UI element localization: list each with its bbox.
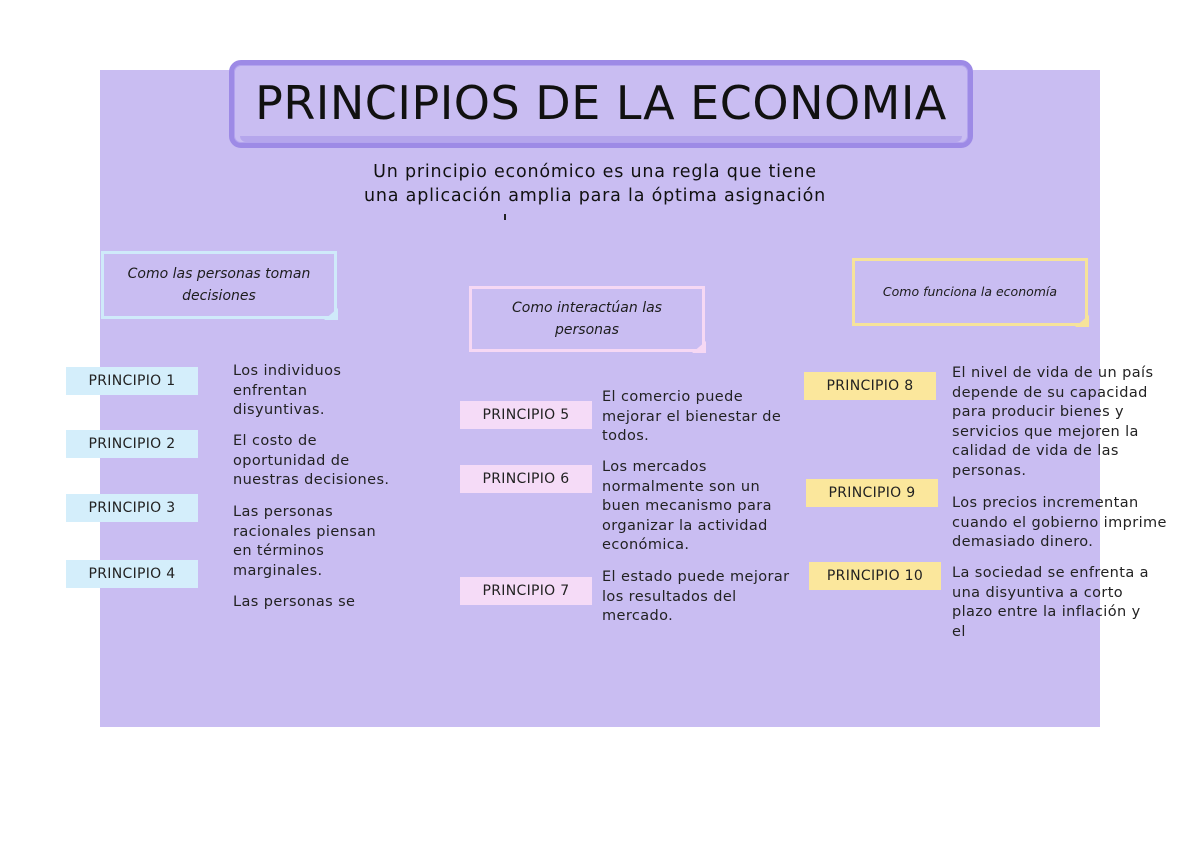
group-note-line-2: personas bbox=[555, 322, 619, 338]
principle-text-8: El nivel de vida de un país depende de su capacidad para producir bienes y servicios que mejoren la calidad de vida de las personas. bbox=[952, 365, 1154, 479]
group-note-line-1: Como las personas toman bbox=[127, 266, 311, 282]
title-box bbox=[229, 60, 973, 148]
principle-badge-6: PRINCIPIO 6 bbox=[460, 465, 592, 493]
principle-text-9: Los precios incrementan cuando el gobierno imprime demasiado dinero. bbox=[952, 495, 1167, 551]
principle-text-6: Los mercados normalmente son un buen mecanismo para organizar la actividad económica. bbox=[602, 459, 772, 554]
group-note-interactuan bbox=[469, 286, 705, 352]
principle-badge-9: PRINCIPIO 9 bbox=[806, 479, 938, 507]
principle-badge-5: PRINCIPIO 5 bbox=[460, 401, 592, 429]
note-fold-corner bbox=[324, 308, 338, 320]
principle-text-5: El comercio puede mejorar el bienestar de todos. bbox=[602, 389, 782, 445]
note-fold-corner bbox=[692, 341, 706, 353]
group-note-line-1: Como funciona la economía bbox=[882, 284, 1058, 299]
note-fold-corner bbox=[1075, 315, 1089, 327]
principle-badge-8: PRINCIPIO 8 bbox=[804, 372, 936, 400]
definition-line-2: una aplicación amplia para la óptima asignación bbox=[364, 186, 826, 206]
definition-line-1: Un principio económico es una regla que tiene bbox=[373, 162, 817, 182]
group-note-line-1: Como interactúan las bbox=[512, 300, 662, 316]
principle-badge-10: PRINCIPIO 10 bbox=[809, 562, 941, 590]
principle-text-3: Las personas racionales piensan en términos marginales. bbox=[233, 504, 377, 579]
group-note-economia bbox=[852, 258, 1088, 326]
group-note-decisiones bbox=[101, 251, 337, 319]
principle-badge-1: PRINCIPIO 1 bbox=[66, 367, 198, 395]
definition-text bbox=[340, 160, 850, 208]
page-title: PRINCIPIOS DE LA ECONOMIA bbox=[255, 76, 947, 130]
principle-text-4: Las personas se bbox=[233, 594, 356, 610]
principle-badge-7: PRINCIPIO 7 bbox=[460, 577, 592, 605]
principle-text-7: El estado puede mejorar los resultados del mercado. bbox=[602, 569, 790, 625]
principle-text-2: El costo de oportunidad de nuestras decisiones. bbox=[233, 433, 390, 489]
principle-text-10: La sociedad se enfrenta a una disyuntiva a corto plazo entre la inflación y el bbox=[952, 565, 1149, 640]
principle-badge-4: PRINCIPIO 4 bbox=[66, 560, 198, 588]
group-note-line-2: decisiones bbox=[182, 288, 256, 304]
principle-badge-2: PRINCIPIO 2 bbox=[66, 430, 198, 458]
principle-badge-3: PRINCIPIO 3 bbox=[66, 494, 198, 522]
principle-text-1: Los individuos enfrentan disyuntivas. bbox=[233, 363, 342, 419]
text-cursor-mark bbox=[504, 214, 506, 220]
